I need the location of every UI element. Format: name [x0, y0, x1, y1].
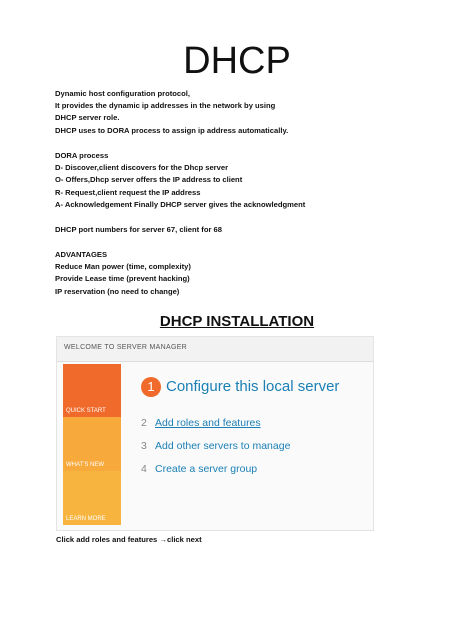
ports-paragraph: [55, 224, 435, 236]
step-text: Create a server group: [155, 463, 258, 475]
server-manager-screenshot: [56, 336, 374, 531]
caption: Click add roles and features →click next: [56, 535, 202, 544]
dora-line: D- Discover,client discovers for the Dhcp server: [55, 163, 229, 173]
dora-line: DORA process: [55, 151, 109, 160]
intro-line: DHCP server role.: [55, 113, 120, 123]
tile-label: QUICK START: [66, 408, 106, 414]
add-roles-features-link[interactable]: [141, 417, 261, 429]
intro-line: DHCP uses to DORA process to assign ip address automatically.: [55, 125, 289, 135]
dora-paragraph: [55, 150, 435, 211]
dora-line: O- Offers,Dhcp server offers the IP address to client: [55, 175, 243, 185]
tile-label: LEARN MORE: [66, 516, 106, 522]
advantages-line: Reduce Man power (time, complexity): [55, 262, 191, 272]
intro-paragraph: [55, 88, 435, 137]
step-number: 3: [141, 440, 147, 452]
dora-line: R- Request,client request the IP address: [55, 187, 201, 197]
header-text: WELCOME TO SERVER MANAGER: [64, 344, 188, 351]
section-heading: DHCP INSTALLATION: [159, 313, 315, 330]
advantages-line: ADVANTAGES: [55, 250, 108, 259]
page-title: DHCP: [183, 40, 291, 82]
configure-local-server-step[interactable]: [141, 377, 339, 397]
step-number-badge: 1: [141, 377, 161, 397]
dora-line: A- Acknowledgement Finally DHCP server gives the acknowledgment: [55, 199, 306, 209]
step-text: Configure this local server: [166, 377, 340, 395]
step-number: 4: [141, 463, 147, 475]
add-other-servers-link[interactable]: [141, 440, 290, 452]
ports-line: DHCP port numbers for server 67, client for 68: [55, 225, 222, 234]
tile-label: WHAT'S NEW: [66, 462, 105, 468]
server-manager-header: [57, 337, 373, 362]
quick-start-tile[interactable]: [63, 364, 121, 417]
intro-line: It provides the dynamic ip addresses in the network by using: [55, 101, 276, 111]
whats-new-tile[interactable]: [63, 417, 121, 471]
advantages-paragraph: [55, 249, 435, 298]
create-server-group-link[interactable]: [141, 463, 257, 475]
step-text: Add roles and features: [155, 417, 261, 429]
step-text: Add other servers to manage: [155, 440, 291, 452]
learn-more-tile[interactable]: [63, 471, 121, 525]
step-number: 2: [141, 417, 147, 429]
advantages-line: Provide Lease time (prevent hacking): [55, 274, 190, 284]
intro-line: Dynamic host configuration protocol,: [55, 89, 191, 98]
advantages-line: IP reservation (no need to change): [55, 286, 180, 296]
